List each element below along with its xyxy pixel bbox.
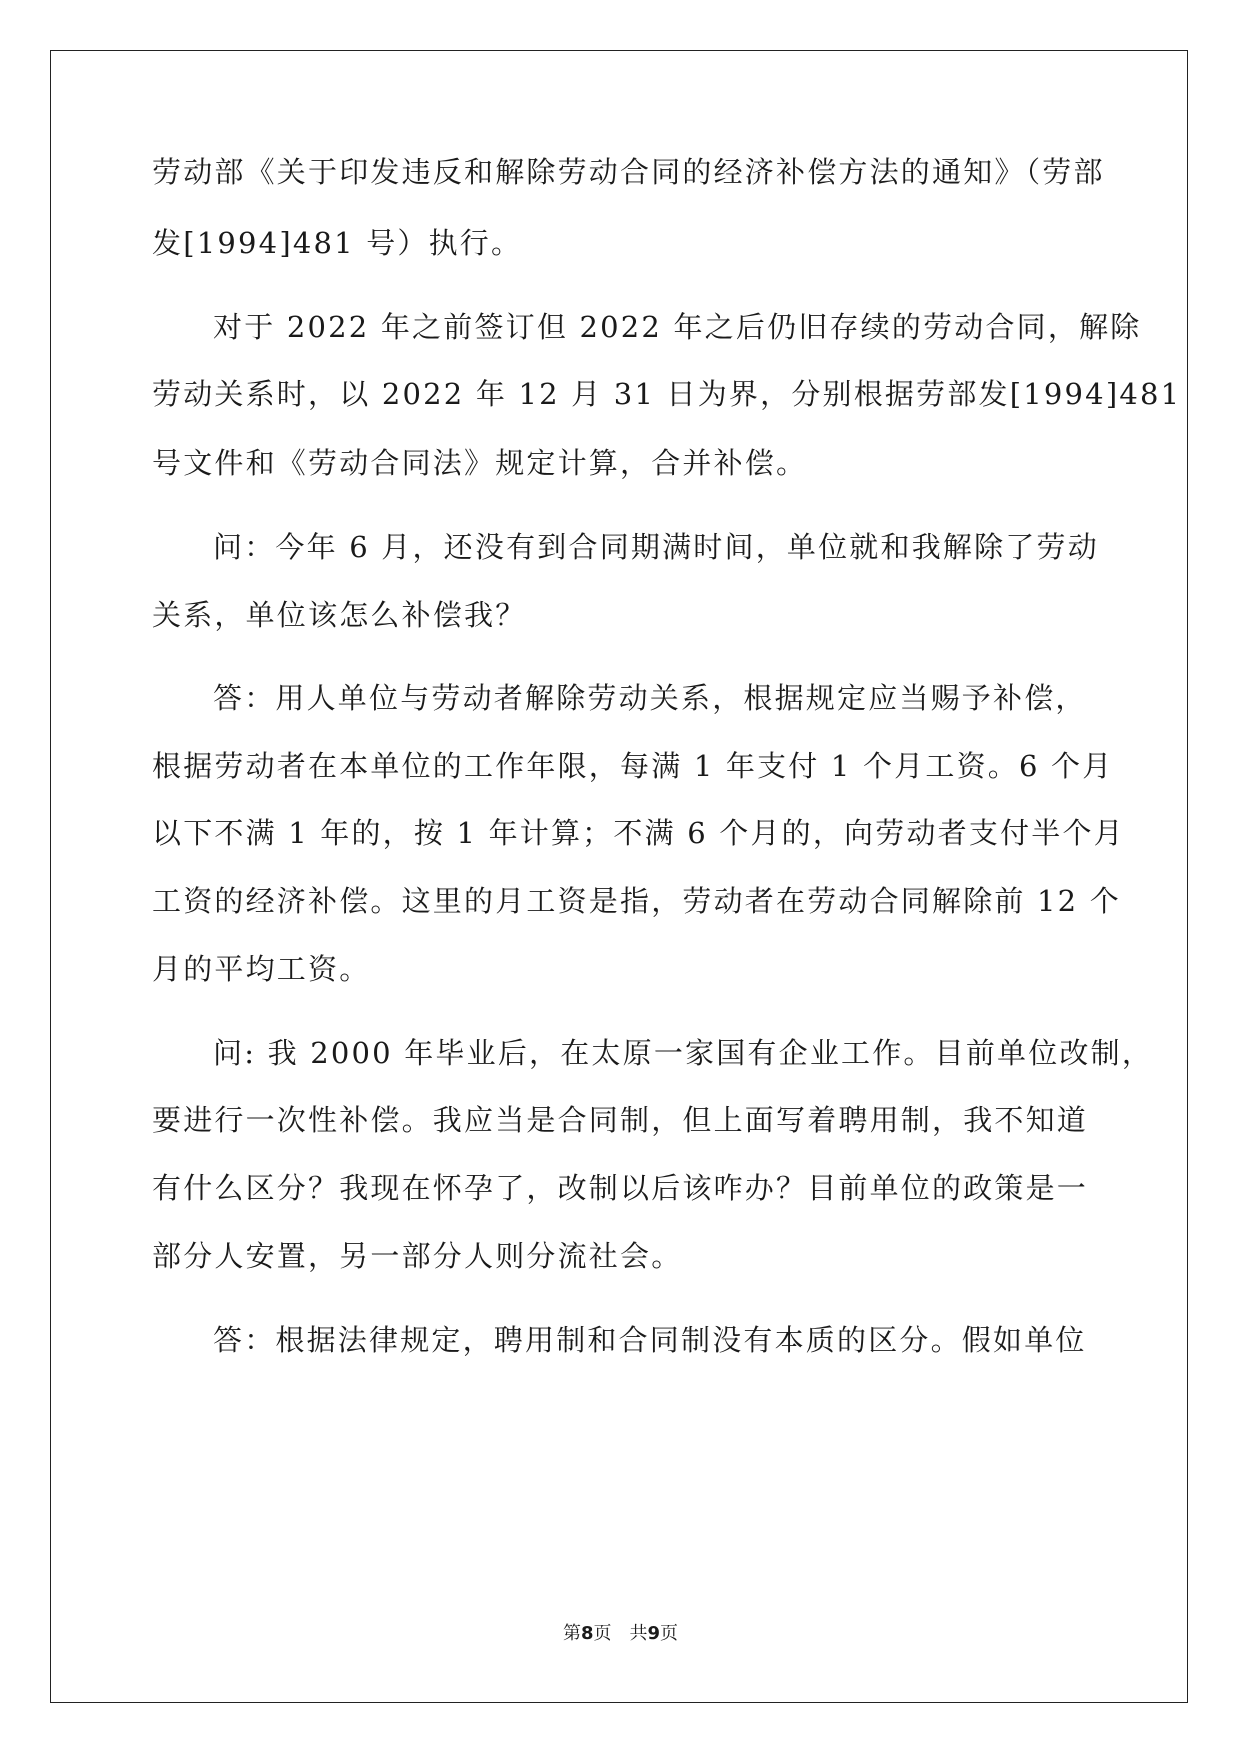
body-line: 问: 我 2000 年毕业后，在太原一家国有企业工作。目前单位改制， <box>213 1036 1154 1070</box>
body-line: 劳动关系时，以 2022 年 12 月 31 日为界，分别根据劳部发[1994]481 <box>152 377 1182 411</box>
body-line: 问：今年 6 月，还没有到合同期满时间，单位就和我解除了劳动 <box>213 530 1099 564</box>
body-line: 号文件和《劳动合同法》规定计算，合并补偿。 <box>152 446 808 480</box>
total-pages-number: 9 <box>647 1623 661 1644</box>
body-line: 答：根据法律规定，聘用制和合同制没有本质的区分。假如单位 <box>213 1323 1087 1357</box>
footer-total-prefix: 共 <box>629 1623 648 1644</box>
body-line: 关系，单位该怎么补偿我？ <box>152 598 527 632</box>
current-page-number: 8 <box>580 1623 594 1644</box>
body-line: 根据劳动者在本单位的工作年限，每满 1 年支付 1 个月工资。6 个月 <box>152 749 1114 783</box>
body-line: 答：用人单位与劳动者解除劳动关系，根据规定应当赐予补偿， <box>213 681 1087 715</box>
body-line: 月的平均工资。 <box>152 952 371 986</box>
body-line: 发[1994]481 号）执行。 <box>152 226 523 260</box>
body-line: 劳动部《关于印发违反和解除劳动合同的经济补偿方法的通知》（劳部 <box>152 155 1105 189</box>
footer-prefix: 第 <box>562 1623 581 1644</box>
footer-total-suffix: 页 <box>660 1623 679 1644</box>
body-line: 对于 2022 年之前签订但 2022 年之后仍旧存续的劳动合同，解除 <box>213 310 1142 344</box>
body-line: 要进行一次性补偿。我应当是合同制，但上面写着聘用制，我不知道 <box>152 1103 1089 1137</box>
footer-page-suffix: 页 <box>593 1623 612 1644</box>
body-line: 部分人安置，另一部分人则分流社会。 <box>152 1239 683 1273</box>
body-line: 工资的经济补偿。这里的月工资是指，劳动者在劳动合同解除前 12 个 <box>152 884 1121 918</box>
page-footer <box>0 1622 1241 1646</box>
page-border <box>50 50 1188 1703</box>
body-line: 以下不满 1 年的，按 1 年计算；不满 6 个月的，向劳动者支付半个月 <box>152 816 1125 850</box>
body-line: 有什么区分？我现在怀孕了，改制以后该咋办？目前单位的政策是一 <box>152 1171 1089 1205</box>
